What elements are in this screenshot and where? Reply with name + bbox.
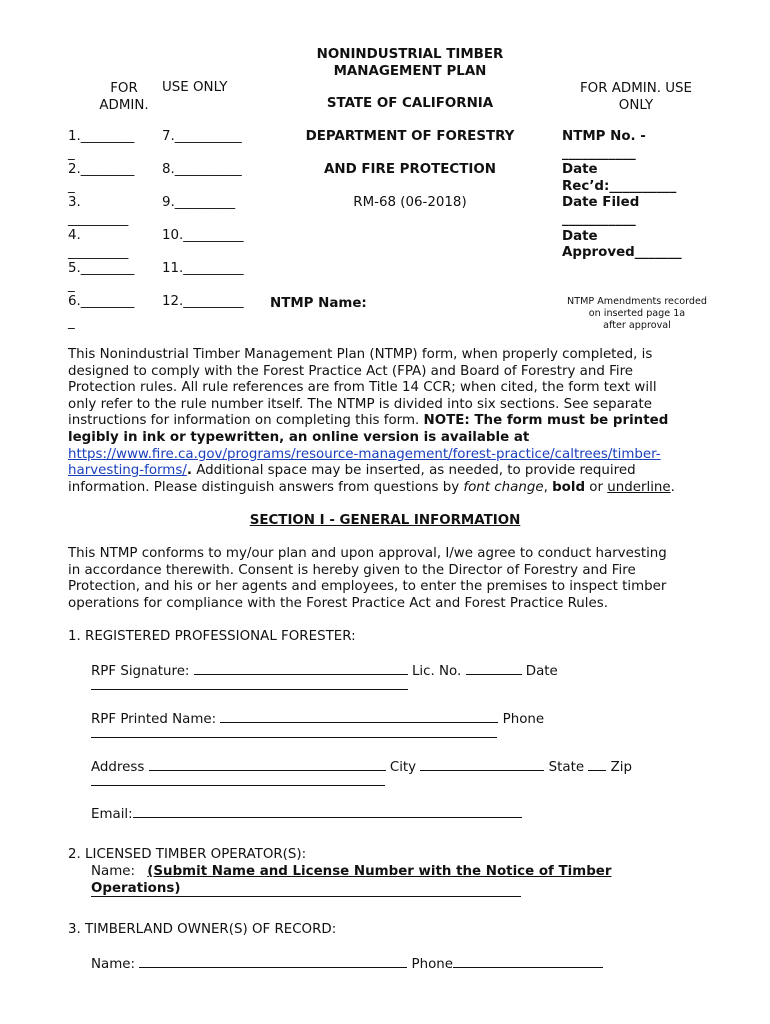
admin-field-8[interactable]: 8.__________ <box>162 162 242 177</box>
date-approved-field[interactable]: Approved_______ <box>562 245 682 261</box>
address-row <box>91 758 691 776</box>
rpf-signature-field[interactable] <box>194 662 408 675</box>
admin-field-6-wrap: _ <box>68 315 75 330</box>
consent-line: Protection, and his or her agents and employees, to enter the premises to inspect timber <box>68 579 667 595</box>
phone-label: Phone <box>498 712 545 727</box>
lto-name-field[interactable] <box>139 864 615 879</box>
admin-field-1[interactable]: 1.________ <box>68 129 135 144</box>
intro-note-bold: NOTE: The form must be printed <box>423 413 669 429</box>
admin-right-title-1: FOR ADMIN. USE <box>579 81 693 96</box>
date-received-label: Date <box>562 162 598 178</box>
amendments-note-2: on inserted page 1a <box>588 308 686 319</box>
ntmp-number-label: NTMP No. - <box>562 129 646 144</box>
rpf-printed-name-field[interactable] <box>220 710 498 723</box>
rpf-phone-field[interactable] <box>91 737 497 738</box>
city-field[interactable] <box>420 758 544 771</box>
rpf-signature-row <box>91 662 651 680</box>
intro-line <box>68 413 700 430</box>
owner-phone-field[interactable] <box>453 955 603 968</box>
admin-right-fields <box>562 129 682 262</box>
lto-name-row <box>91 864 691 897</box>
admin-field-4-wrap: _________ <box>68 245 129 260</box>
owner-name-field[interactable] <box>139 955 407 968</box>
admin-field-12[interactable]: 12._________ <box>162 294 244 309</box>
rpf-printed-name-row <box>91 710 651 728</box>
rpf-printed-name-label: RPF Printed Name: <box>91 712 221 727</box>
date-filed-field[interactable]: ___________ <box>562 211 636 227</box>
amendments-note <box>556 296 718 332</box>
admin-label: ADMIN. <box>99 98 149 113</box>
period: . <box>670 479 675 495</box>
admin-left-heading <box>92 80 156 114</box>
amendments-note-1: NTMP Amendments recorded <box>567 296 707 307</box>
form-title <box>270 46 550 80</box>
state-label: STATE OF CALIFORNIA <box>326 96 494 111</box>
italic-example: font change <box>463 479 544 495</box>
owner-phone-label: Phone <box>407 957 454 972</box>
or-text: or <box>585 479 608 495</box>
date-field[interactable] <box>91 689 408 690</box>
license-number-label: Lic. No. <box>407 664 466 679</box>
state-label: State <box>544 760 589 775</box>
amendments-note-3: after approval <box>603 320 671 331</box>
lto-name-line <box>91 864 691 881</box>
item-2-title: 2. LICENSED TIMBER OPERATOR(S): <box>68 847 307 862</box>
ntmp-name-label: NTMP Name: <box>270 296 367 311</box>
city-label: City <box>385 760 421 775</box>
admin-field-2[interactable]: 2.________ <box>68 162 135 177</box>
lto-name-field-cont[interactable] <box>91 881 521 897</box>
license-number-field[interactable] <box>466 662 522 675</box>
intro-line <box>68 480 700 497</box>
consent-line: This NTMP conforms to my/our plan and upon approval, I/we agree to conduct harvesting <box>68 546 667 561</box>
admin-field-6[interactable]: 6.________ <box>68 294 135 309</box>
date-label: Date <box>521 664 558 679</box>
admin-field-1-wrap: _ <box>68 146 75 161</box>
state-field[interactable] <box>588 758 606 771</box>
intro-text: instructions for information on completing this form. <box>68 413 424 429</box>
address-label: Address <box>91 760 149 775</box>
lto-name-line-2 <box>91 881 691 898</box>
intro-line <box>68 463 700 480</box>
intro-line: only refer to the rule number itself. The NTMP is divided into six sections. See separate <box>68 396 652 412</box>
admin-field-9[interactable]: 9._________ <box>162 195 236 210</box>
date-approved-label: Date <box>562 228 598 244</box>
lto-note: (Submit Name and License Number with the Notice of Timber <box>147 864 612 879</box>
admin-field-5-wrap: _ <box>68 278 75 293</box>
period: . <box>186 463 192 479</box>
forms-link-cont[interactable]: harvesting-forms/ <box>68 463 187 479</box>
intro-text: information. Please distinguish answers from questions by <box>68 479 464 495</box>
admin-field-4[interactable]: 4. <box>68 228 81 243</box>
admin-field-3-wrap: _________ <box>68 212 129 227</box>
date-received-field[interactable]: Rec’d:__________ <box>562 178 677 194</box>
lto-name-label: Name: <box>91 864 140 879</box>
admin-field-10[interactable]: 10._________ <box>162 228 244 243</box>
section-heading: SECTION I - GENERAL INFORMATION <box>249 513 521 528</box>
email-row <box>91 805 651 823</box>
rpf-signature-label: RPF Signature: <box>91 664 194 679</box>
department-line-1: DEPARTMENT OF FORESTRY <box>305 129 515 144</box>
use-only-label: USE ONLY <box>162 80 228 95</box>
intro-note-bold: legibly in ink or typewritten, an online version is available at <box>68 429 530 445</box>
comma: , <box>543 479 553 495</box>
admin-right-title-2: ONLY <box>618 98 654 113</box>
date-filed-label: Date Filed <box>562 195 640 211</box>
form-code: RM-68 (06-2018) <box>353 195 467 210</box>
admin-field-3[interactable]: 3. <box>68 195 81 210</box>
bold-example: bold <box>552 479 586 495</box>
intro-paragraph <box>68 347 700 496</box>
intro-line: designed to comply with the Forest Practice Act (FPA) and Board of Forestry and Fire <box>68 363 634 379</box>
consent-line: operations for compliance with the Forest Practice Act and Forest Practice Rules. <box>68 595 608 611</box>
ntmp-number-field[interactable]: ___________ <box>562 145 636 161</box>
item-3-title: 3. TIMBERLAND OWNER(S) OF RECORD: <box>68 922 337 937</box>
admin-field-2-wrap: _ <box>68 179 75 194</box>
email-field[interactable] <box>133 805 522 818</box>
for-label: FOR <box>110 81 138 96</box>
intro-line: Protection rules. All rule references are from Title 14 CCR; when cited, the form text will <box>68 380 657 396</box>
title-line-1: NONINDUSTRIAL TIMBER <box>316 47 504 62</box>
consent-line: in accordance therewith. Consent is hereby given to the Director of Forestry and Fire <box>68 562 636 578</box>
owner-name-row <box>91 955 691 973</box>
admin-field-7[interactable]: 7.__________ <box>162 129 242 144</box>
underline-example: underline <box>607 479 671 495</box>
consent-paragraph <box>68 546 700 612</box>
intro-text: Additional space may be inserted, as needed, to provide required <box>191 463 636 479</box>
lto-note-cont: Operations) <box>91 880 181 896</box>
address-field[interactable] <box>149 758 386 771</box>
intro-line: This Nonindustrial Timber Management Plan (NTMP) form, when properly completed, is <box>68 347 653 362</box>
forms-link[interactable]: https://www.fire.ca.gov/programs/resource-management/forest-practice/caltrees/timber- <box>68 446 661 462</box>
admin-field-11[interactable]: 11._________ <box>162 261 244 276</box>
department-line-2: AND FIRE PROTECTION <box>324 162 496 177</box>
title-line-2: MANAGEMENT PLAN <box>333 64 487 79</box>
admin-field-5[interactable]: 5.________ <box>68 261 135 276</box>
email-label: Email: <box>91 807 133 822</box>
zip-field[interactable] <box>91 785 385 786</box>
item-1-title: 1. REGISTERED PROFESSIONAL FORESTER: <box>68 629 356 644</box>
owner-name-label: Name: <box>91 957 140 972</box>
admin-right-heading <box>560 80 712 114</box>
zip-label: Zip <box>606 760 632 775</box>
